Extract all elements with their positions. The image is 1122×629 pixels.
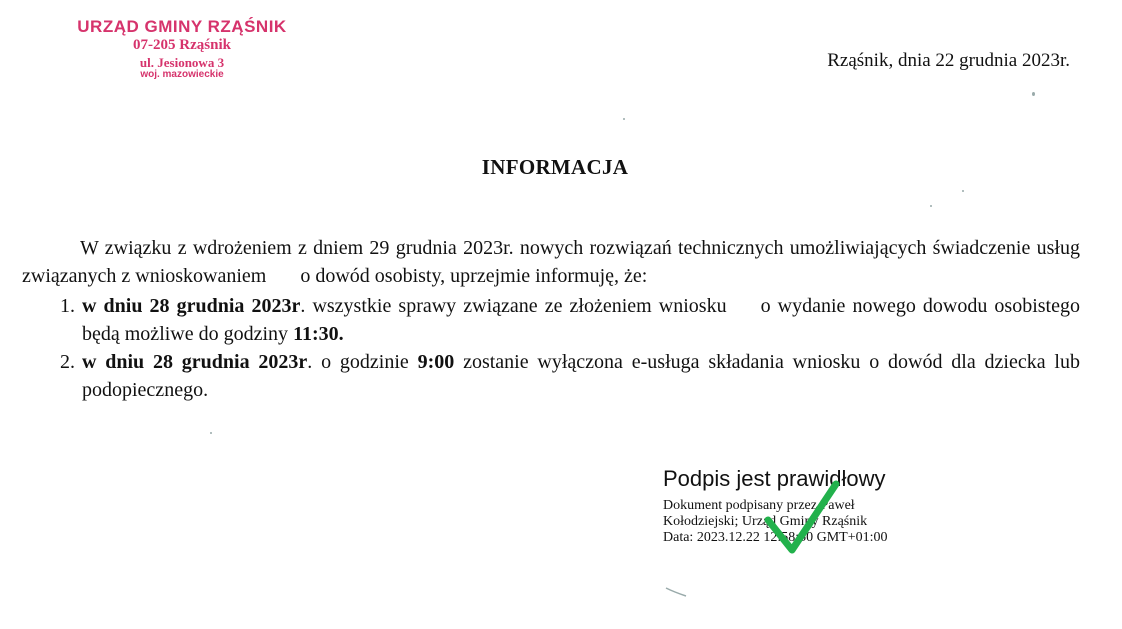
signature-date-line: Data: 2023.12.22 12:58:50 GMT+01:00 <box>663 530 888 545</box>
list-item <box>80 292 1080 348</box>
scan-mark <box>664 584 690 598</box>
intro-paragraph <box>22 234 1080 290</box>
office-stamp <box>62 18 302 81</box>
item-text-continued: zostanie wyłączona e-usługa składania wniosku o dowód dla dziecka lub podopiecznego. <box>82 351 1080 401</box>
item-date-bold: w dniu 28 grudnia 2023r <box>82 351 308 373</box>
signature-signer-line: Dokument podpisany przez Paweł <box>663 498 855 513</box>
scan-speck <box>623 118 625 120</box>
scan-speck <box>210 432 212 434</box>
item-time-bold: 11:30. <box>293 323 344 345</box>
document-date: Rząśnik, dnia 22 grudnia 2023r. <box>827 50 1070 71</box>
item-text: . o godzinie <box>307 351 418 373</box>
signature-status: Podpis jest prawidłowy <box>663 466 886 491</box>
item-time-bold: 9:00 <box>417 351 455 373</box>
item-date-bold: w dniu 28 grudnia 2023r <box>82 295 301 317</box>
signature-office-line: Kołodziejski; Urząd Gminy Rząśnik <box>663 514 868 529</box>
stamp-office-name: URZĄD GMINY RZĄŚNIK <box>77 17 287 36</box>
list-item <box>80 348 1080 404</box>
stamp-postal-code: 07-205 Rząśnik <box>133 36 231 53</box>
scan-speck <box>962 190 964 192</box>
info-list <box>22 292 1080 404</box>
item-text-continued: o wydanie nowego dowodu osobistego będą możliwe do godziny <box>82 295 1080 345</box>
scan-speck <box>1032 92 1035 96</box>
intro-text-part1: W związku z wdrożeniem z dniem 29 grudnia 2023r. nowych rozwiązań technicznych umożliwiających świadczenie usług związanych z wnioskowaniem <box>22 237 1080 287</box>
scan-speck <box>930 205 932 207</box>
stamp-street: ul. Jesionowa 3 <box>139 54 225 70</box>
intro-text-part2: o dowód osobisty, uprzejmie informuję, że: <box>300 265 648 287</box>
stamp-voivodeship: woj. mazowieckie <box>140 69 224 81</box>
document-body <box>22 234 1080 404</box>
checkmark-icon <box>764 480 840 556</box>
document-title: INFORMACJA <box>481 155 629 179</box>
item-text: . wszystkie sprawy związane ze złożeniem wniosku <box>300 295 727 317</box>
